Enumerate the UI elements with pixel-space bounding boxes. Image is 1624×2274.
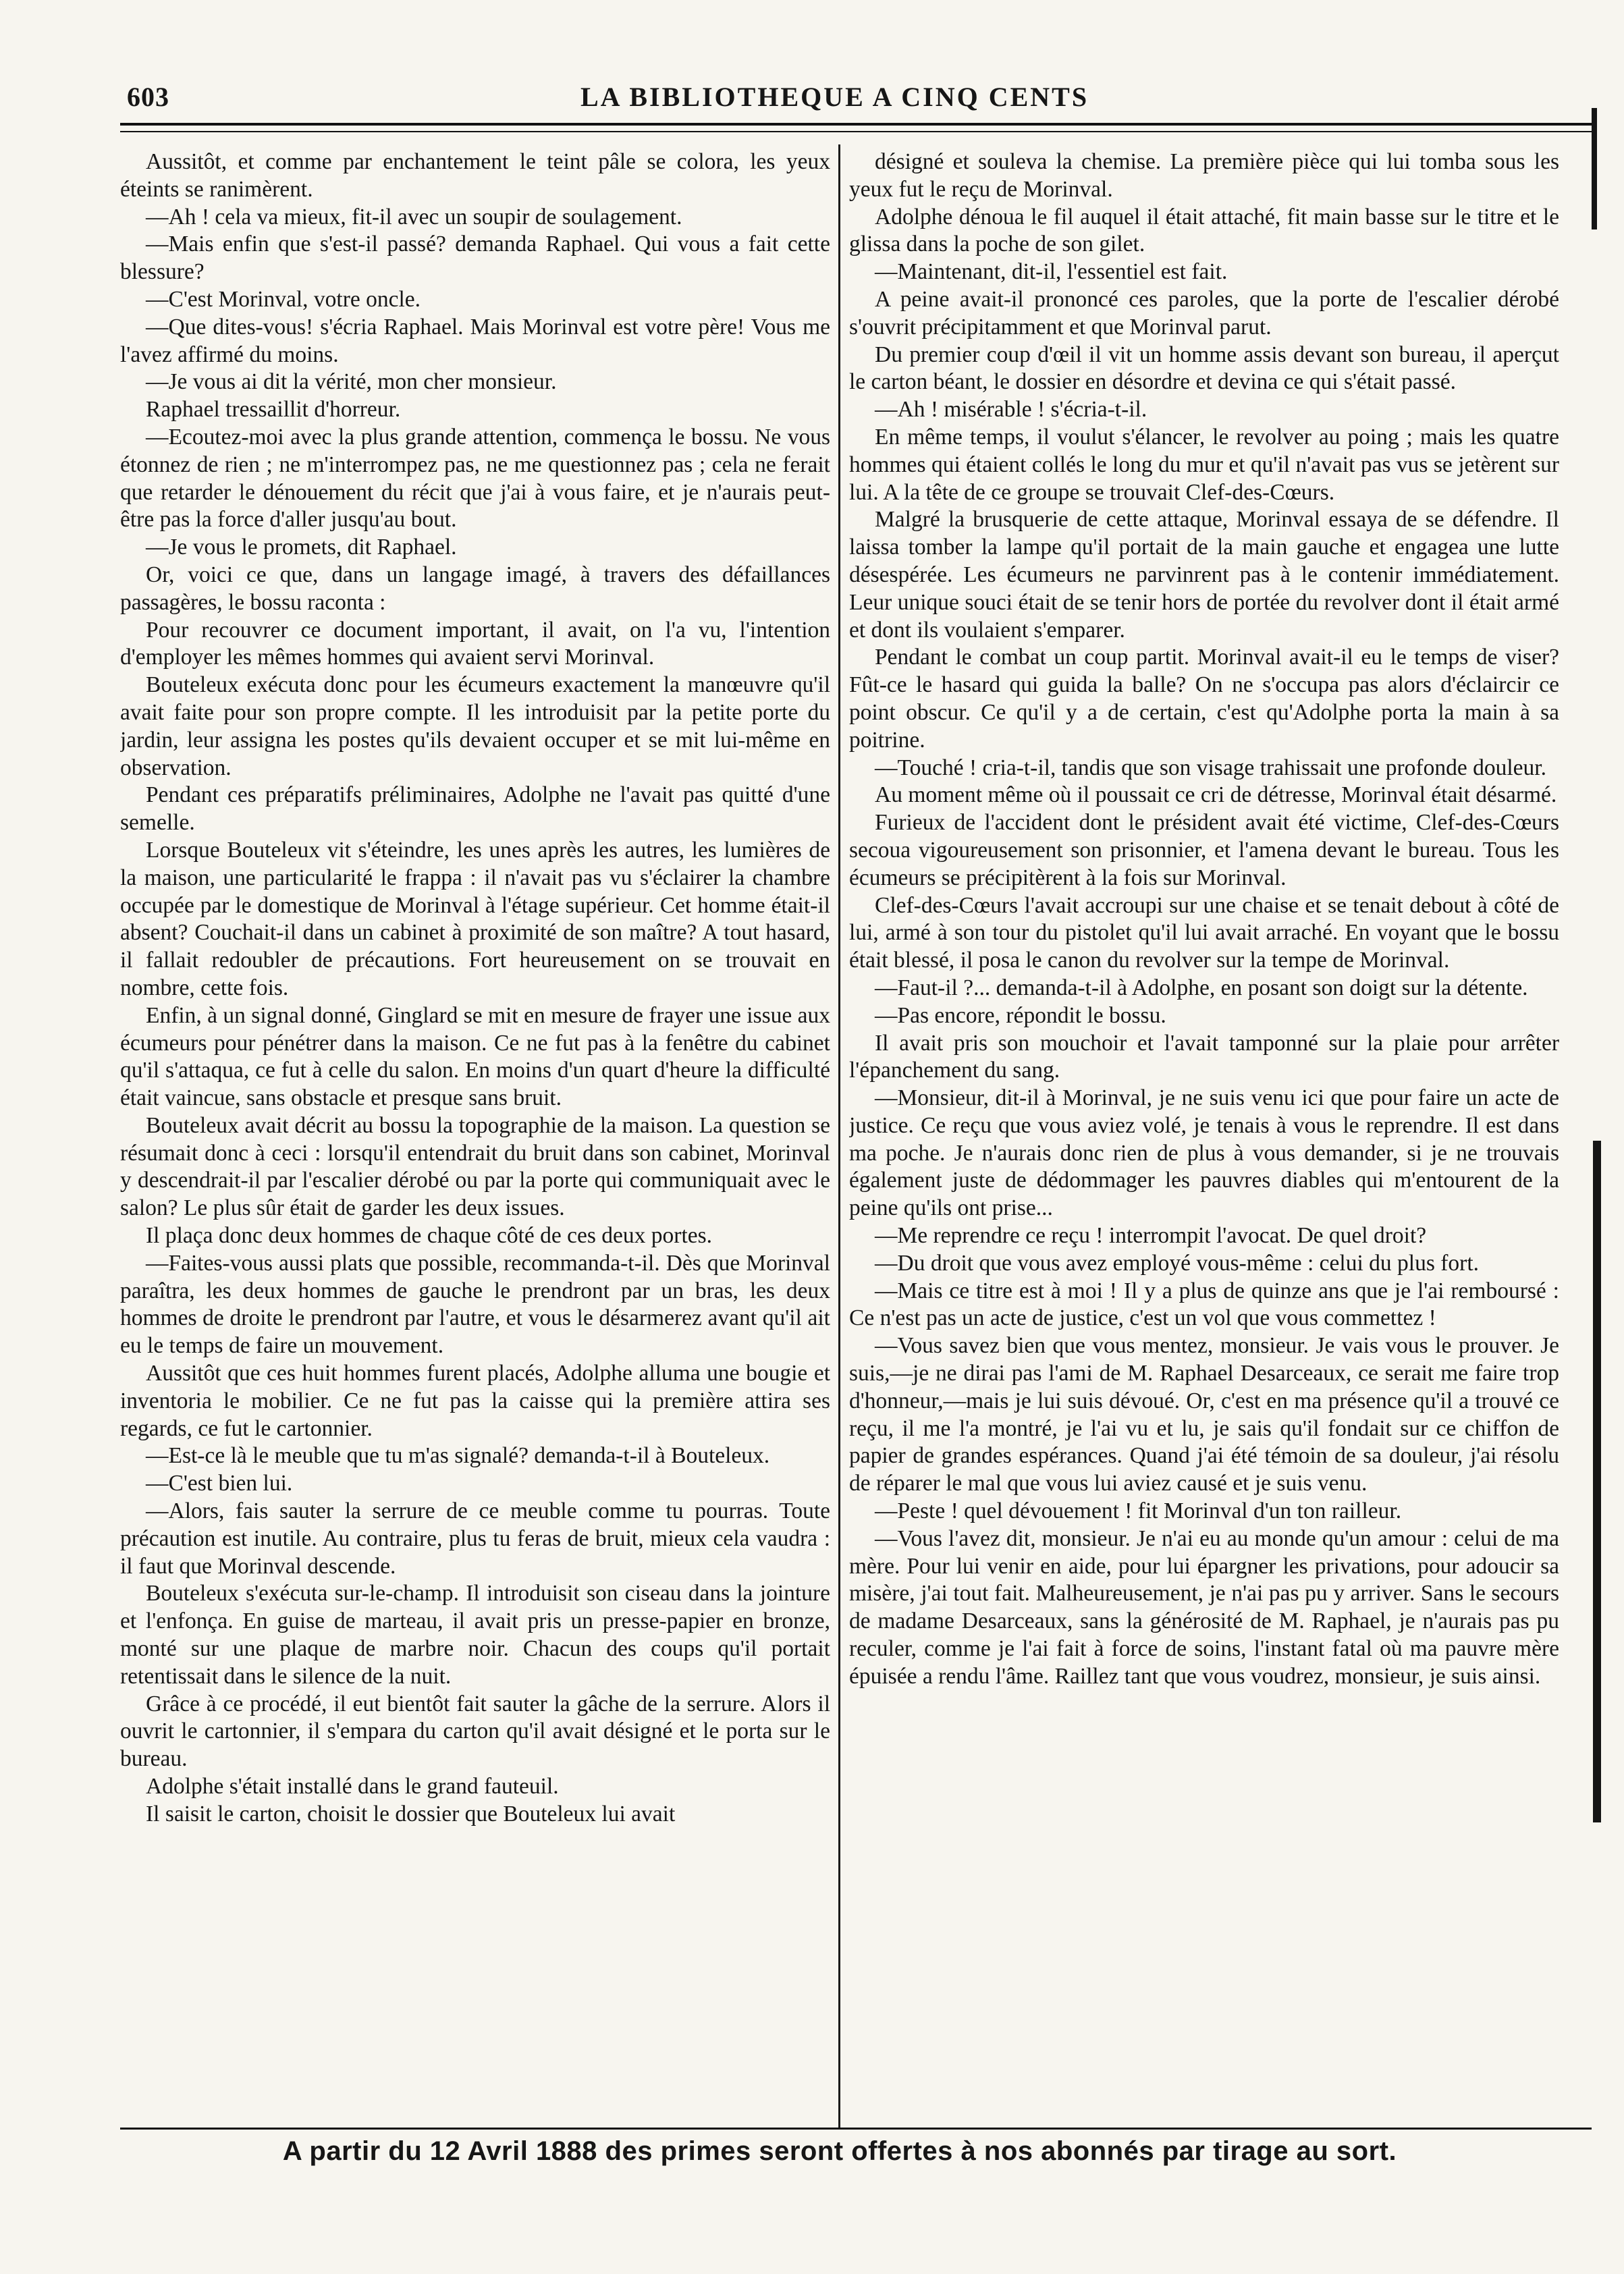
paragraph: Lorsque Bouteleux vit s'éteindre, les unes après les autres, les lumières de la maison, une particularité le frappa : il n'avait pas vu s'éclairer la chambre occupée par le domestique de Morinval à l'étage supérieur. Cet homme était-il absent? Couchait-il dans un cabinet à proximité de son maître? A tout hasard, il fallait redoubler de précautions. Fort heureusement on se trouvait en nombre, cette fois. [120, 837, 830, 1000]
paragraph: Il plaça donc deux hommes de chaque côté de ces deux portes. [146, 1223, 713, 1249]
margin-mark-top [1592, 108, 1597, 229]
paragraph: —Pas encore, répondit le bossu. [875, 1002, 1166, 1028]
paragraph: —Vous l'avez dit, monsieur. Je n'ai eu au monde qu'un amour : celui de ma mère. Pour lui venir en aide, pour lui épargner les privations, pour adoucir sa misère, j'ai tout fait. Malheureusement, je n'ai pas pu y arriver. Sans le secours de madame Desarceaux, sans la générosité de M. Raphael, je n'aurais pas pu reculer, comme je l'ai fait à force de soins, l'instant fatal où ma pauvre mère épuisée a rendu l'âme. Raillez tant que vous voudrez, monsieur, je suis ainsi. [849, 1525, 1559, 1689]
paragraph: —Faites-vous aussi plats que possible, recommanda-t-il. Dès que Morinval paraîtra, les deux hommes de gauche le prendront par un bras, les deux hommes de droite le prendront par l'autre, et vous le désarmerez avant qu'il ait eu le temps de faire un mouvement. [120, 1250, 830, 1359]
header-rule-top [120, 123, 1592, 126]
paragraph: —Ah ! cela va mieux, fit-il avec un soupir de soulagement. [146, 204, 682, 229]
paragraph: Du premier coup d'œil il vit un homme assis devant son bureau, il aperçut le carton béant, le dossier en désordre et devina ce qui s'était passé. [849, 342, 1559, 395]
paragraph: Grâce à ce procédé, il eut bientôt fait sauter la gâche de la serrure. Alors il ouvrit le cartonnier, il s'empara du carton qu'il avait désigné et le porta sur le bureau. [120, 1691, 830, 1772]
paragraph: —Ecoutez-moi avec la plus grande attention, commença le bossu. Ne vous étonnez de rien ; ne m'interrompez pas, ne me questionnez pas ; cela ne ferait que retarder le dénouement du récit que j'ai à vous faire, et je n'aurais peut-être pas la force d'aller jusqu'au bout. [120, 424, 830, 533]
paragraph: A peine avait-il prononcé ces paroles, que la porte de l'escalier dérobé s'ouvrit précipitamment et que Morinval parut. [849, 286, 1559, 340]
paragraph: Enfin, à un signal donné, Ginglard se mit en mesure de frayer une issue aux écumeurs pour pénétrer dans la maison. Ce ne fut pas à la fenêtre du cabinet qu'il s'attaqua, ce fut à celle du salon. En moins d'un quart d'heure la difficulté était vaincue, sans obstacle et presque sans bruit. [120, 1002, 830, 1111]
paragraph: Pendant le combat un coup partit. Morinval avait-il eu le temps de viser? Fût-ce le hasard qui guida la balle? On ne s'occupa pas alors d'éclaircir ce point obscur. Ce qu'il y a de certain, c'est qu'Adolphe porta la main à sa poitrine. [849, 645, 1559, 753]
paragraph: Bouteleux avait décrit au bossu la topographie de la maison. La question se résumait donc à ceci : lorsqu'il entendrait du bruit dans son cabinet, Morinval y descendrait-il par l'escalier dérobé ou par la porte qui communiquait avec le salon? Le plus sûr était de garder les deux issues. [120, 1112, 830, 1221]
paragraph: —Ah ! misérable ! s'écria-t-il. [875, 397, 1147, 423]
paragraph: Raphael tressaillit d'horreur. [146, 397, 401, 423]
paragraph: —C'est Morinval, votre oncle. [146, 286, 421, 312]
paragraph: —Monsieur, dit-il à Morinval, je ne suis venu ici que pour faire un acte de justice. Ce reçu que vous aviez volé, je tenais à vous le reprendre. Il est dans ma poche. Je n'aurais donc rien de plus à vous demander, si je ne trouvais également juste de dédommager les pauvres diables qui m'entourent de la peine qu'ils ont prise... [849, 1085, 1559, 1221]
paragraph: Clef-des-Cœurs l'avait accroupi sur une chaise et se tenait debout à côté de lui, armé à son tour du pistolet qu'il lui avait arraché. En voyant que le bossu était blessé, il posa le canon du revolver sur la tempe de Morinval. [849, 892, 1559, 973]
paragraph: —Touché ! cria-t-il, tandis que son visage trahissait une profonde douleur. [875, 755, 1546, 780]
paragraph: —C'est bien lui. [146, 1471, 293, 1496]
paragraph: Adolphe dénoua le fil auquel il était attaché, fit main basse sur le titre et le glissa dans la poche de son gilet. [849, 204, 1559, 257]
paragraph: —Me reprendre ce reçu ! interrompit l'avocat. De quel droit? [875, 1223, 1427, 1249]
paragraph: —Maintenant, dit-il, l'essentiel est fait. [875, 259, 1228, 285]
paragraph: —Est-ce là le meuble que tu m'as signalé? demanda-t-il à Bouteleux. [146, 1443, 770, 1469]
page-number: 603 [127, 82, 169, 112]
paragraph: En même temps, il voulut s'élancer, le revolver au poing ; mais les quatre hommes qui étaient collés le long du mur et qu'il n'avait pas vus se jetèrent sur lui. A la tête de ce groupe se trouvait Clef-des-Cœurs. [849, 424, 1559, 505]
paragraph: Au moment même où il poussait ce cri de détresse, Morinval était désarmé. [875, 782, 1557, 808]
paragraph: —Je vous le promets, dit Raphael. [146, 535, 457, 560]
paragraph: —Que dites-vous! s'écria Raphael. Mais Morinval est votre père! Vous me l'avez affirmé du moins. [120, 314, 830, 367]
right-text-column [849, 148, 1559, 2126]
paragraph: Aussitôt, et comme par enchantement le teint pâle se colora, les yeux éteints se ranimèrent. [120, 149, 830, 202]
paragraph: Il saisit le carton, choisit le dossier que Bouteleux lui avait [146, 1801, 676, 1826]
paragraph: Il avait pris son mouchoir et l'avait tamponné sur la plaie pour arrêter l'épanchement du sang. [849, 1030, 1559, 1083]
header-rule-bottom [120, 131, 1592, 132]
paragraph: Bouteleux exécuta donc pour les écumeurs exactement la manœuvre qu'il avait faite pour son propre compte. Il les introduisit par la petite porte du jardin, leur assigna les postes qu'ils devaient occuper et se mit lui-même en observation. [120, 672, 830, 780]
paragraph: Bouteleux s'exécuta sur-le-champ. Il introduisit son ciseau dans la jointure et l'enfonça. En guise de marteau, il avait pris un presse-papier en bronze, monté sur une plaque de marbre noir. Chacun des coups qu'il portait retentissait dans le silence de la nuit. [120, 1581, 830, 1689]
paragraph: Pendant ces préparatifs préliminaires, Adolphe ne l'avait pas quitté d'une semelle. [120, 782, 830, 836]
paragraph: Or, voici ce que, dans un langage imagé, à travers des défaillances passagères, le bossu raconta : [120, 562, 830, 615]
paragraph: désigné et souleva la chemise. La première pièce qui lui tomba sous les yeux fut le reçu de Morinval. [849, 149, 1559, 202]
paragraph: Aussitôt que ces huit hommes furent placés, Adolphe alluma une bougie et inventoria le mobilier. Ce ne fut pas la caisse qui la première attira ses regards, ce fut le cartonnier. [120, 1361, 830, 1441]
publication-title: LA BIBLIOTHEQUE A CINQ CENTS [580, 82, 1089, 112]
paragraph: Adolphe s'était installé dans le grand fauteuil. [146, 1774, 559, 1799]
paragraph: —Alors, fais sauter la serrure de ce meuble comme tu pourras. Toute précaution est inutile. Au contraire, plus tu feras de bruit, mieux cela vaudra : il faut que Morinval descende. [120, 1498, 830, 1579]
paragraph: —Mais ce titre est à moi ! Il y a plus de quinze ans que je l'ai remboursé : Ce n'est pas un acte de justice, c'est un vol que vous commettez ! [849, 1278, 1559, 1331]
paragraph: —Peste ! quel dévouement ! fit Morinval d'un ton railleur. [875, 1498, 1402, 1524]
paragraph: Malgré la brusquerie de cette attaque, Morinval essaya de se défendre. Il laissa tomber la lampe qu'il portait de la main gauche et engagea une lutte désespérée. Les écumeurs ne parvinrent pas à le contenir immédiatement. Leur unique souci était de se tenir hors de portée du revolver dont il était armé et dont ils voulaient s'emparer. [849, 507, 1559, 643]
paragraph: —Du droit que vous avez employé vous-même : celui du plus fort. [875, 1250, 1479, 1276]
paragraph: —Faut-il ?... demanda-t-il à Adolphe, en posant son doigt sur la détente. [875, 975, 1528, 1000]
paragraph: Furieux de l'accident dont le président avait été victime, Clef-des-Cœurs secoua vigoureusement son prisonnier, et l'amena devant le bureau. Tous les écumeurs se précipitèrent à la fois sur Morinval. [849, 810, 1559, 890]
margin-mark [1593, 1141, 1601, 1822]
paragraph: —Je vous ai dit la vérité, mon cher monsieur. [146, 369, 557, 395]
footer-rule [120, 2128, 1592, 2130]
paragraph: —Mais enfin que s'est-il passé? demanda Raphael. Qui vous a fait cette blessure? [120, 232, 830, 285]
left-text-column [120, 148, 830, 2126]
footer-notice: A partir du 12 Avril 1888 des primes seront offertes à nos abonnés par tirage au sort. [282, 2136, 1397, 2166]
paragraph: —Vous savez bien que vous mentez, monsieur. Je vais vous le prouver. Je suis,—je ne dirai pas l'ami de M. Raphael Desarceaux, ce serait me faire trop d'honneur,—mais je lui suis dévoué. Or, c'est en ma présence qu'il a trouvé ce reçu, il me l'a montré, je l'ai vu et lu, je sais qu'il fondait sur ce chiffon de papier de grandes espérances. Quand j'ai été témoin de sa douleur, j'ai résolu de réparer le mal que vous lui aviez causé et je suis venu. [849, 1333, 1559, 1496]
column-divider [838, 144, 840, 2129]
paragraph: Pour recouvrer ce document important, il avait, on l'a vu, l'intention d'employer les mêmes hommes qui avaient servi Morinval. [120, 617, 830, 670]
